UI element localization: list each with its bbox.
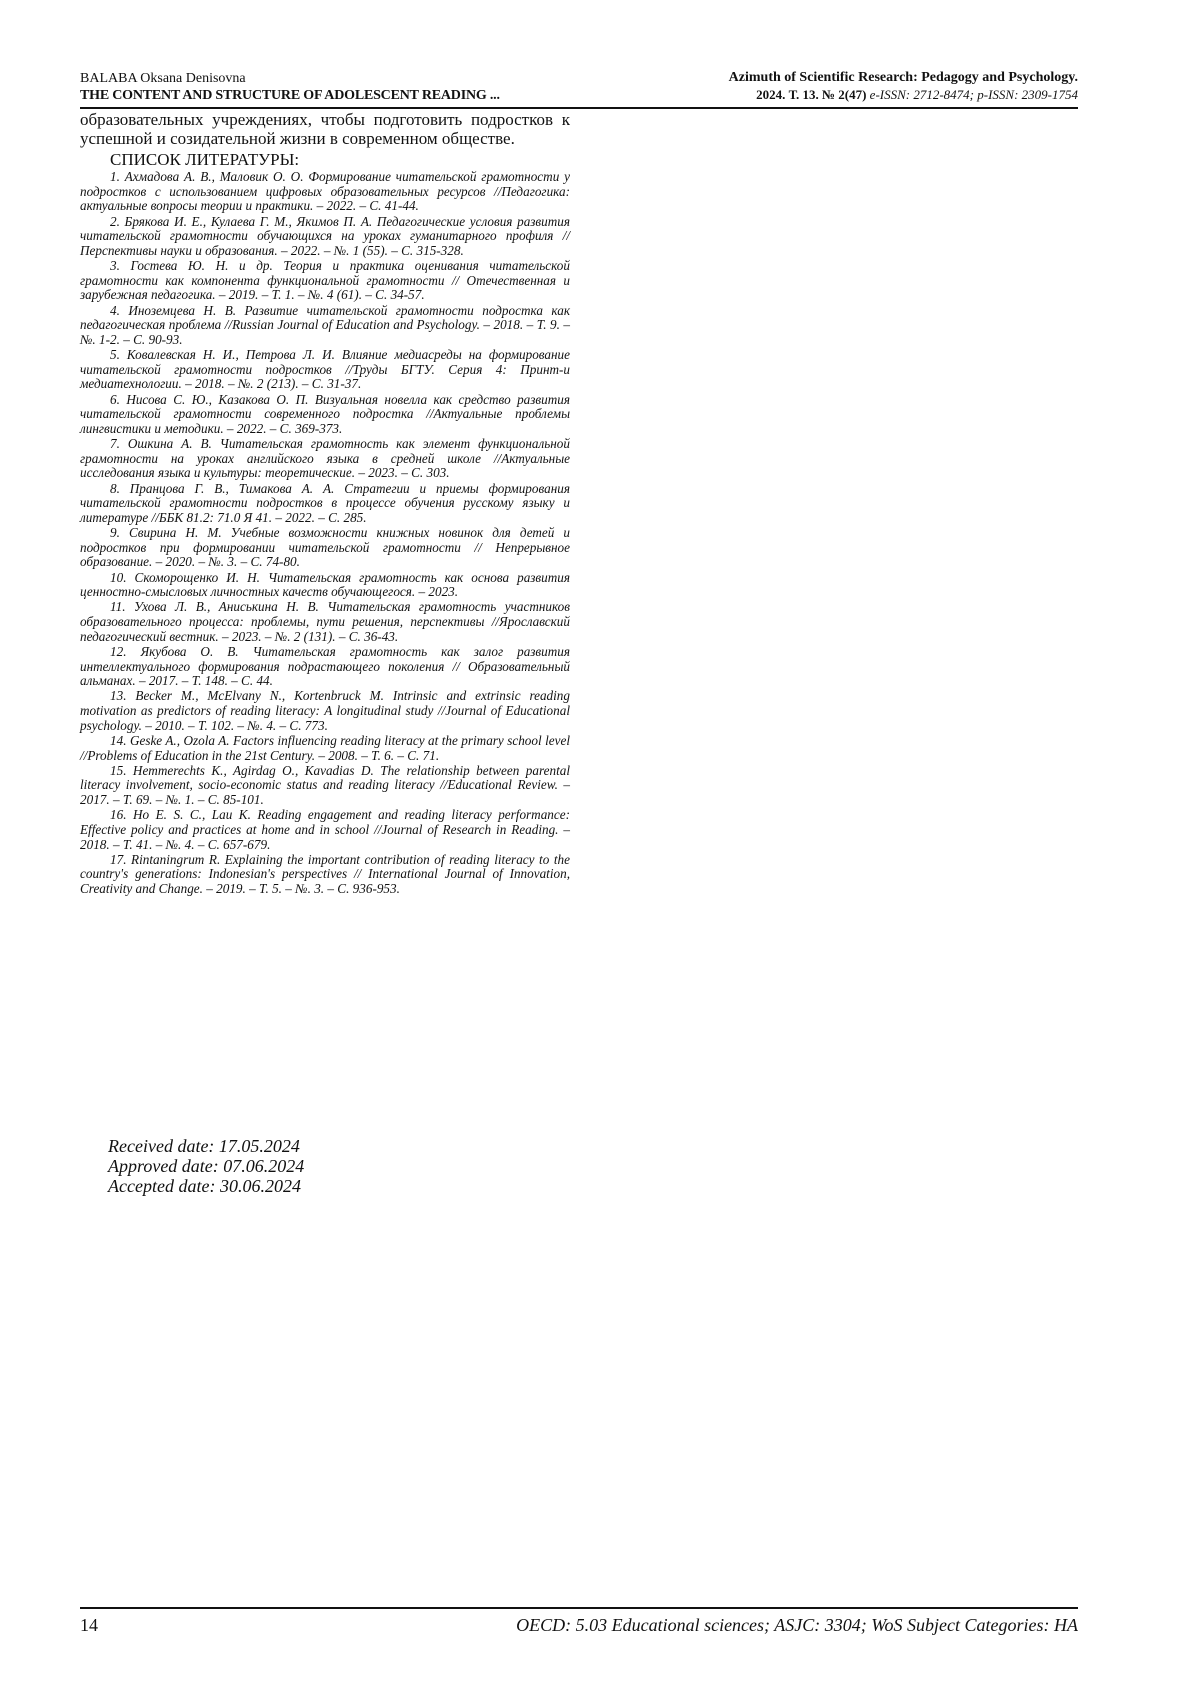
subject-classification: OECD: 5.03 Educational sciences; ASJC: 3304; WoS Subject Categories: HA	[516, 1615, 1078, 1635]
reference-item: 17. Rintaningrum R. Explaining the important contribution of reading literacy to the country's generations: Indonesian's perspectives // International Journal of Innovation, Creativity and Change. – 2019. – Т. 5. – №. 3. – С. 936-953.	[80, 851, 570, 896]
reference-item: 11. Ухова Л. В., Аниськина Н. В. Читательская грамотность участников образовательного процесса: проблемы, пути решения, перспективы //Ярославский педагогический вестник. – 2023. – №. 2 (131). – С. 36-43.	[80, 599, 570, 644]
author-name: BALABA Oksana Denisovna	[80, 71, 246, 86]
intro-paragraph: образовательных учреждениях, чтобы подготовить подростков к успешной и созидательной жизни в современном обществе.	[80, 110, 570, 148]
reference-item: 8. Пранцова Г. В., Тимакова А. А. Стратегии и приемы формирования читательской грамотности подростков в процессе обучения русскому языку и литературе //ББК 81.2: 71.0 Я 41. – 2022. – С. 285.	[80, 480, 570, 525]
reference-item: 1. Ахмадова А. В., Маловик О. О. Формирование читательской грамотности у подростков с использованием цифровых образовательных ресурсов //Педагогика: актуальные вопросы теории и практики. – 2022. – С. 41-44.	[80, 169, 570, 214]
header-divider	[80, 107, 1078, 109]
references-list	[80, 170, 570, 897]
journal-issn: e-ISSN: 2712-8474; p-ISSN: 2309-1754	[869, 87, 1078, 102]
reference-item: 5. Ковалевская Н. И., Петрова Л. И. Влияние медиасреды на формирование читательской грамотности подростков //Труды БГТУ. Серия 4: Принт-и медиатехнологии. – 2018. – №. 2 (213). – С. 31-37.	[80, 347, 570, 392]
reference-item: 14. Geske A., Ozola A. Factors influencing reading literacy at the primary school level //Problems of Education in the 21st Century. – 2008. – Т. 6. – С. 71.	[80, 732, 570, 763]
journal-name: Azimuth of Scientific Research: Pedagogy and Psychology.	[728, 70, 1078, 85]
running-header-left	[80, 70, 590, 104]
reference-item: 2. Брякова И. Е., Кулаева Г. М., Якимов П. А. Педагогические условия развития читательской грамотности обучающихся на уроках гуманитарного профиля //Перспективы науки и образования. – 2022. – №. 1 (55). – С. 315-328.	[80, 213, 570, 258]
running-header-right	[729, 69, 1078, 103]
references-heading: СПИСОК ЛИТЕРАТУРЫ:	[110, 150, 300, 169]
page-number: 14	[80, 1615, 98, 1635]
reference-item: 10. Скоморощенко И. Н. Читательская грамотность как основа развития ценностно-смысловых личностных качеств обучающегося. – 2023.	[80, 569, 570, 600]
journal-issue-line	[729, 87, 1078, 103]
reference-item: 6. Нисова С. Ю., Казакова О. П. Визуальная новелла как средство развития читательской грамотности современного подростка //Актуальные проблемы лингвистики и методики. – 2022. – С. 369-373.	[80, 391, 570, 436]
reference-item: 9. Свирина Н. М. Учебные возможности книжных новинок для детей и подростков при формировании читательской грамотности // Непрерывное образование. – 2020. – №. 3. – С. 74-80.	[80, 525, 570, 570]
reference-item: 12. Якубова О. В. Читательская грамотность как залог развития интеллектуального формирования подрастающего поколения // Образовательный альманах. – 2017. – Т. 148. – С. 44.	[80, 643, 570, 689]
reference-item: 16. Ho E. S. C., Lau K. Reading engagement and reading literacy performance: Effective policy and practices at home and in school //Journal of Research in Reading. – 2018. – Т. 41. – №. 4. – С. 657-679.	[80, 807, 570, 852]
submission-dates	[108, 1136, 304, 1196]
journal-issue: 2024. Т. 13. № 2(47)	[756, 87, 867, 102]
article-title-short: THE CONTENT AND STRUCTURE OF ADOLESCENT READING ...	[80, 88, 500, 103]
footer-divider	[80, 1607, 1078, 1609]
reference-item: 4. Иноземцева Н. В. Развитие читательской грамотности подростка как педагогическая проблема //Russian Journal of Education and Psychology. – 2018. – Т. 9. – №. 1-2. – С. 90-93.	[80, 302, 570, 347]
reference-item: 15. Hemmerechts K., Agirdag O., Kavadias D. The relationship between parental literacy involvement, socio-economic status and reading literacy //Educational Review. – 2017. – Т. 69. – №. 1. – С. 85-101.	[80, 762, 570, 807]
reference-item: 3. Гостева Ю. Н. и др. Теория и практика оценивания читательской грамотности как компонента функциональной грамотности // Отечественная и зарубежная педагогика. – 2019. – Т. 1. – №. 4 (61). – С. 34-57.	[80, 258, 570, 303]
accepted-date: Accepted date: 30.06.2024	[108, 1176, 301, 1196]
reference-item: 13. Becker M., McElvany N., Kortenbruck M. Intrinsic and extrinsic reading motivation as predictors of reading literacy: A longitudinal study //Journal of Educational psychology. – 2010. – Т. 102. – №. 4. – С. 773.	[80, 688, 570, 733]
received-date: Received date: 17.05.2024	[108, 1136, 300, 1156]
main-column	[80, 110, 570, 897]
reference-item: 7. Ошкина А. В. Читательская грамотность как элемент функциональной грамотности на уроках английского языка в средней школе //Актуальные исследования языка и культуры: теоретические. – 2023. – С. 303.	[80, 436, 570, 481]
approved-date: Approved date: 07.06.2024	[108, 1156, 305, 1176]
